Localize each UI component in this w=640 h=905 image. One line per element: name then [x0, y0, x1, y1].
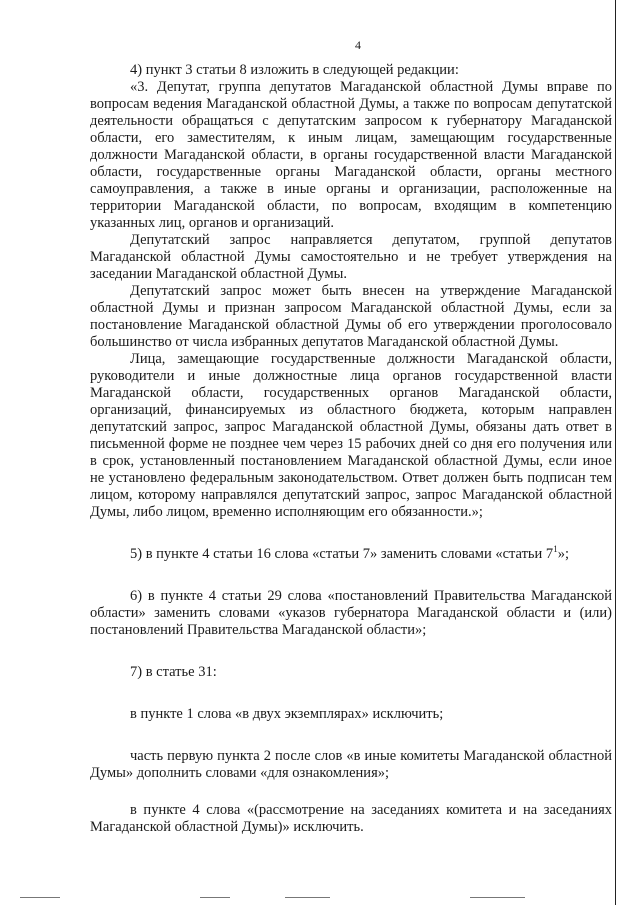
- paragraph-request-sent: Депутатский запрос направляется депутатом, группой депутатов Магаданской областной Думы самостоятельно и не требует утверждения на заседании Магаданской областной Думы.: [90, 232, 612, 282]
- paragraph-request-approval: Депутатский запрос может быть внесен на утверждение Магаданской областной Думы и признан запросом Магаданской областной Думы, если за постановление Магаданской областной Думы об его утверждении проголосовало большинство от числа избранных депутатов Магаданской областной Думы.: [90, 283, 612, 350]
- paragraph-item-7-point-1: в пункте 1 слова «в двух экземплярах» исключить;: [130, 706, 444, 722]
- paragraph-item-5: [90, 546, 612, 563]
- paragraph-item-7-point-2: часть первую пункта 2 после слов «в иные комитеты Магаданской областной Думы» дополнить словами «для ознакомления»;: [90, 748, 612, 781]
- page-number: 4: [355, 38, 361, 52]
- paragraph-item-7: 7) в статье 31:: [130, 664, 217, 680]
- paragraph-item-4: 4) пункт 3 статьи 8 изложить в следующей редакции:: [130, 62, 459, 78]
- paragraph-item-6: 6) в пункте 4 статьи 29 слова «постановлений Правительства Магаданской области» заменить словами «указов губернатора Магаданской области и (или) постановлений Правительства Магаданской области»;: [90, 588, 612, 638]
- scan-marks: [0, 897, 640, 899]
- document-body: [90, 62, 612, 836]
- item-5-text: 5) в пункте 4 статьи 16 слова «статьи 7» заменить словами «статьи 7: [130, 546, 554, 562]
- paragraph-response-obligation: Лица, замещающие государственные должности Магаданской области, руководители и иные должностные лица органов государственной власти Магаданской области, государственных органов Магаданской области, организаций, финансируемых из областного бюджета, которым направлен депутатский запрос, запрос Магаданской областной Думы, обязаны дать ответ в письменной форме не позднее чем через 15 рабочих дней со дня его получения или в срок, установленный постановлением Магаданской областной Думы, если иное не установлено федеральным законодательством. Ответ должен быть подписан тем лицом, которому направлялся депутатский запрос, запрос Магаданской областной Думы, либо лицом, временно исполняющим его обязанности.»;: [90, 351, 612, 520]
- page-edge-line: [615, 0, 616, 905]
- item-5-tail: »;: [557, 546, 569, 562]
- paragraph-item-7-point-4: в пункте 4 слова «(рассмотрение на заседаниях комитета и на заседаниях Магаданской областной Думы)» исключить.: [90, 802, 612, 835]
- item-5-superscript: 1: [553, 544, 558, 555]
- paragraph-deputy-request: «3. Депутат, группа депутатов Магаданской областной Думы вправе по вопросам ведения Магаданской областной Думы, а также по вопросам депутатской деятельности обращаться с депутатским запросом к губернатору Магаданской области, его заместителям, к иным лицам, замещающим государственные должности Магаданской области, в органы государственной власти Магаданской области, государственные органы Магаданской области, органы местного самоуправления, а также в иные органы и организации, расположенные на территории Магаданской области, по вопросам, входящим в компетенцию указанных лиц, органов и организаций.: [90, 79, 612, 231]
